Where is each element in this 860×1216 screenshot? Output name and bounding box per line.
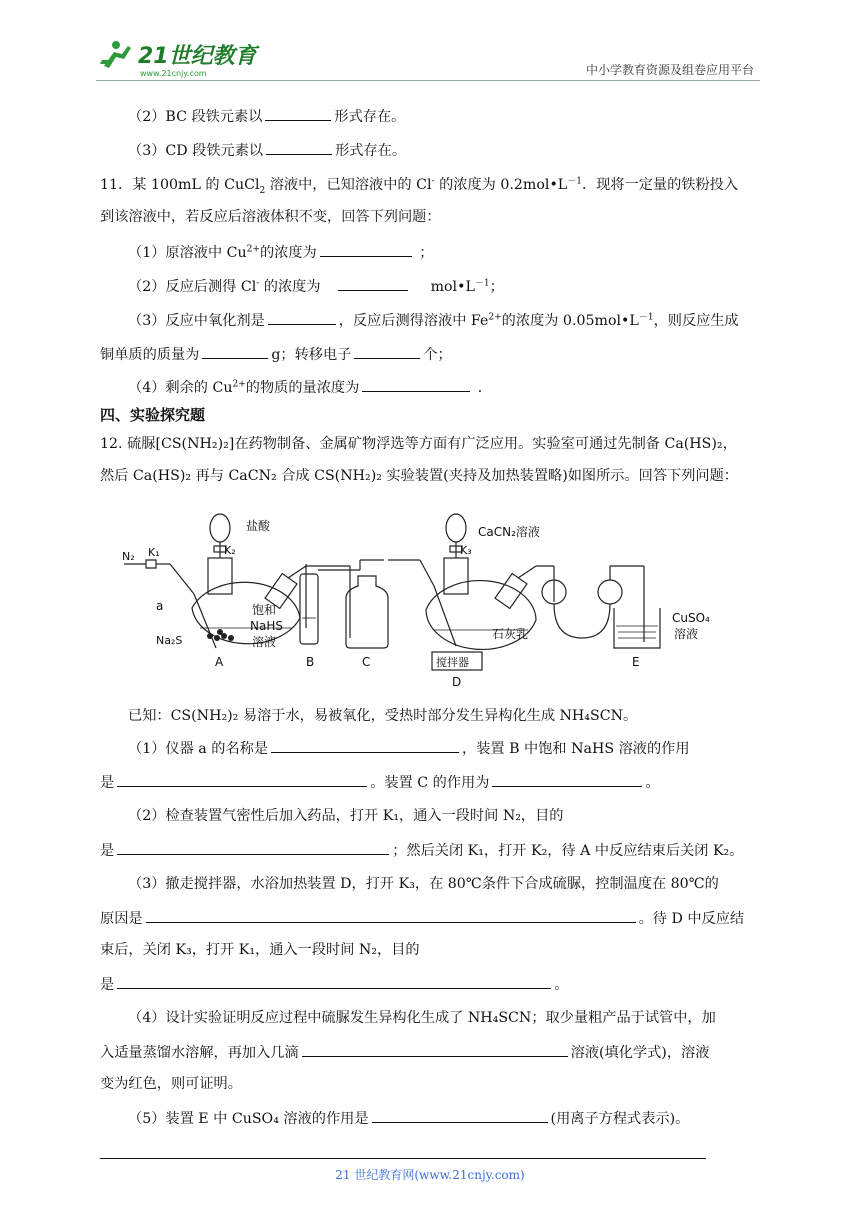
q12-part1-line2: 是 。装置 C 的作用为 。 <box>100 772 660 793</box>
svg-text:CaCN₂溶液: CaCN₂溶液 <box>478 525 540 539</box>
svg-text:N₂: N₂ <box>122 550 135 563</box>
q12-part2-line2: 是 ；然后关闭 K₁，打开 K₂，待 A 中反应结束后关闭 K₂。 <box>100 840 743 861</box>
site-logo <box>96 36 276 80</box>
svg-text:搅拌器: 搅拌器 <box>436 656 469 669</box>
header-platform-text: 中小学教育资源及组卷应用平台 <box>585 63 754 77</box>
answer-blank[interactable] <box>302 1042 568 1057</box>
svg-text:C: C <box>362 655 371 669</box>
q12-part5: （5）装置 E 中 CuSO₄ 溶液的作用是 (用离子方程式表示)。 <box>128 1108 689 1129</box>
svg-text:K₃: K₃ <box>460 544 472 557</box>
apparatus-figure <box>120 498 750 688</box>
header-divider <box>96 80 760 81</box>
svg-text:21世纪教育: 21世纪教育 <box>138 44 257 69</box>
svg-text:D: D <box>452 675 462 688</box>
q11-stem-line2: 到该溶液中，若反应后溶液体积不变，回答下列问题： <box>100 209 441 225</box>
q12-known: 已知：CS(NH₂)₂ 易溶于水，易被氧化，受热时部分发生异构化生成 NH₄SCN。 <box>128 708 638 724</box>
q12-stem-line2: 然后 Ca(HS)₂ 再与 CaCN₂ 合成 CS(NH₂)₂ 实验装置(夹持及加热装置略)如图所示。回答下列问题： <box>100 468 738 484</box>
q12-stem-line1: 12. 硫脲[CS(NH₂)₂]在药物制备、金属矿物浮选等方面有广泛应用。实验室可通过先制备 Ca(HS)₂， <box>100 436 737 452</box>
answer-blank[interactable] <box>117 974 551 989</box>
svg-text:E: E <box>632 655 640 669</box>
svg-text:Na₂S: Na₂S <box>156 634 183 647</box>
answer-blank[interactable] <box>117 772 367 787</box>
q12-part1-line1: （1）仪器 a 的名称是 ，装置 B 中饱和 NaHS 溶液的作用 <box>128 738 690 759</box>
page-header <box>96 30 760 82</box>
q12-part4-line2: 入适量蒸馏水溶解，再加入几滴 溶液(填化学式)，溶液 <box>100 1042 709 1063</box>
answer-blank[interactable] <box>117 840 389 855</box>
q10-part3: （3）CD 段铁元素以 形式存在。 <box>128 140 406 161</box>
svg-text:溶液: 溶液 <box>252 635 277 649</box>
svg-text:饱和: 饱和 <box>252 603 277 617</box>
q12-part3-line4: 是 。 <box>100 974 568 995</box>
q11-part3-line1: （3）反应中氧化剂是 ，反应后测得溶液中 $Fe^{2+}$的浓度为 $0.05mol•L^{-1}$，则反应生成 <box>128 310 739 331</box>
answer-blank[interactable] <box>202 344 268 359</box>
answer-blank[interactable] <box>338 276 408 291</box>
answer-blank[interactable] <box>354 344 420 359</box>
answer-blank[interactable] <box>266 140 332 155</box>
q12-part3-line1: （3）撤走搅拌器，水浴加热装置 D，打开 K₃，在 80℃条件下合成硫脲，控制温度在 80℃的 <box>128 876 719 892</box>
answer-blank[interactable] <box>271 738 459 753</box>
page-footer: 21 世纪教育网(www.21cnjy.com) <box>335 1168 525 1182</box>
q12-part4-line3: 变为红色，则可证明。 <box>100 1076 242 1092</box>
q10-part2: （2）BC 段铁元素以 形式存在。 <box>128 106 405 127</box>
q11-part2: （2）反应后测得 Cl- 的浓度为 $mol•L^{-1}$； <box>128 276 504 297</box>
answer-blank[interactable] <box>265 106 331 121</box>
svg-text:B: B <box>306 655 315 669</box>
q12-part3-line3: 束后，关闭 K₃，打开 K₁，通入一段时间 N₂，目的 <box>100 942 420 958</box>
svg-text:NaHS: NaHS <box>250 619 283 633</box>
q11-part1: （1）原溶液中 $Cu^{2+}$的浓度为 ； <box>128 242 433 263</box>
answer-blank[interactable] <box>362 377 470 392</box>
answer-blank[interactable] <box>320 242 412 257</box>
section-heading: 四、实验探究题 <box>100 406 206 424</box>
svg-text:A: A <box>215 655 224 669</box>
q11-part3-line2: 铜单质的质量为 g；转移电子 个； <box>100 344 452 365</box>
svg-text:盐酸: 盐酸 <box>246 519 271 533</box>
q12-part4-line1: （4）设计实验证明反应过程中硫脲发生异构化生成了 NH₄SCN；取少量粗产品于试管中，加 <box>128 1010 716 1026</box>
svg-text:www.21cnjy.com: www.21cnjy.com <box>140 69 207 78</box>
answer-blank[interactable] <box>492 772 642 787</box>
q11-part4: （4）剩余的 $Cu^{2+}$的物质的量浓度为 ． <box>128 377 492 398</box>
svg-text:a: a <box>156 599 164 613</box>
svg-text:CuSO₄: CuSO₄ <box>672 611 710 625</box>
answer-blank[interactable] <box>268 310 336 325</box>
footer-divider <box>100 1158 706 1159</box>
svg-text:K₁: K₁ <box>148 546 160 559</box>
svg-text:K₂: K₂ <box>224 544 236 557</box>
svg-text:溶液: 溶液 <box>674 627 699 641</box>
answer-blank[interactable] <box>372 1108 548 1123</box>
svg-text:石灰乳: 石灰乳 <box>492 627 529 641</box>
q12-part2-line1: （2）检查装置气密性后加入药品，打开 K₁，通入一段时间 N₂，目的 <box>128 808 564 824</box>
q11-stem-line1: 11．某 100mL 的 CuCl$_2$ 溶液中，已知溶液中的 Cl- 的浓度为 $0.2mol•L^{-1}$．现将一定量的铁粉投入 <box>100 176 739 196</box>
q12-part3-line2: 原因是 。待 D 中反应结 <box>100 908 744 929</box>
answer-blank[interactable] <box>146 908 636 923</box>
